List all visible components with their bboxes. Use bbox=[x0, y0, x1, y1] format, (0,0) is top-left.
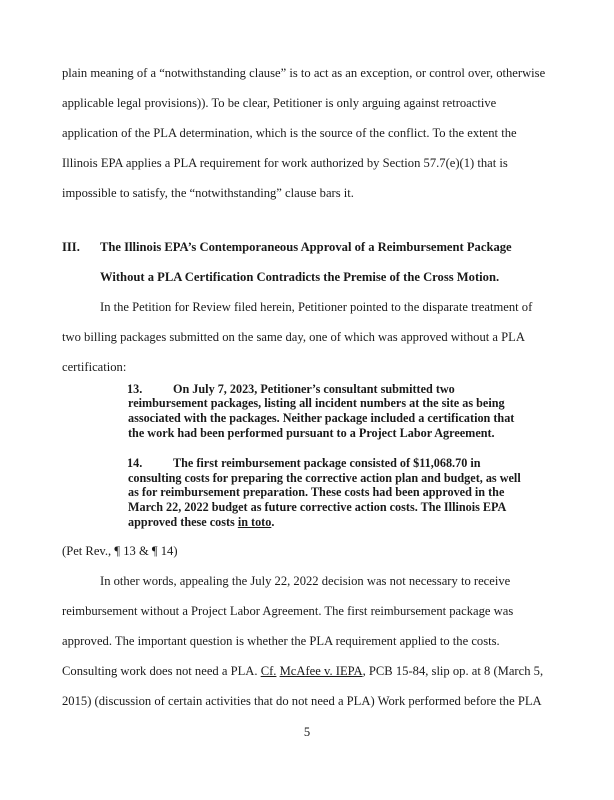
body-line: In the Petition for Review filed herein, Petitioner pointed to the disparate treatment of bbox=[100, 300, 533, 314]
cite-cf: Cf. bbox=[260, 664, 277, 678]
quote-paragraph-14-line: consulting costs for preparing the corrective action plan and budget, as well bbox=[128, 471, 521, 485]
in-toto-underlined: in toto bbox=[237, 515, 272, 529]
quote-number: 14. bbox=[127, 456, 143, 470]
section-title-line-2: Without a PLA Certification Contradicts the Premise of the Cross Motion. bbox=[100, 270, 500, 284]
quote-paragraph-14-line: approved these costs in toto. bbox=[128, 515, 275, 529]
body-line: Consulting work does not need a PLA. Cf. McAfee v. IEPA, PCB 15-84, slip op. at 8 (March 5, bbox=[62, 664, 544, 678]
body-line: certification: bbox=[62, 360, 127, 374]
quote-paragraph-13-line: reimbursement packages, listing all incident numbers at the site as being bbox=[128, 396, 505, 410]
quote-paragraph-14-line: March 22, 2022 budget as future corrective action costs. The Illinois EPA bbox=[128, 500, 507, 514]
body-line: applicable legal provisions)). To be clear, Petitioner is only arguing against retroactive bbox=[62, 96, 497, 110]
body-line: 2015) (discussion of certain activities that do not need a PLA) Work performed before the PLA bbox=[62, 694, 542, 708]
section-title-line-1: The Illinois EPA’s Contemporaneous Approval of a Reimbursement Package bbox=[100, 240, 512, 254]
body-line: approved. The important question is whether the PLA requirement applied to the costs. bbox=[62, 634, 500, 648]
quote-paragraph-14-line: as for reimbursement preparation. These costs had been approved in the bbox=[128, 485, 505, 499]
quote-paragraph-13-line: associated with the packages. Neither package included a certification that bbox=[128, 411, 515, 425]
quote-paragraph-13-line: 13. On July 7, 2023, Petitioner’s consultant submitted two bbox=[127, 382, 455, 396]
body-line: plain meaning of a “notwithstanding clause” is to act as an exception, or control over, otherwise bbox=[62, 66, 546, 80]
body-line: reimbursement without a Project Labor Agreement. The first reimbursement package was bbox=[62, 604, 514, 618]
body-line: In other words, appealing the July 22, 2022 decision was not necessary to receive bbox=[100, 574, 511, 588]
body-line: application of the PLA determination, which is the source of the conflict. To the extent the bbox=[62, 126, 517, 140]
body-line: Illinois EPA applies a PLA requirement for work authorized by Section 57.7(e)(1) that is bbox=[62, 156, 508, 170]
quote-paragraph-13-line: the work had been performed pursuant to a Project Labor Agreement. bbox=[128, 426, 495, 440]
body-line: two billing packages submitted on the same day, one of which was approved without a PLA bbox=[62, 330, 525, 344]
body-line: impossible to satisfy, the “notwithstanding” clause bars it. bbox=[62, 186, 354, 200]
section-number: III. bbox=[62, 240, 80, 254]
quote-number: 13. bbox=[127, 382, 143, 396]
case-name: McAfee v. IEPA bbox=[279, 664, 363, 678]
citation: (Pet Rev., ¶ 13 & ¶ 14) bbox=[62, 544, 178, 558]
quote-paragraph-14-line: 14. The first reimbursement package consisted of $11,068.70 in bbox=[127, 456, 481, 470]
page-number: 5 bbox=[303, 725, 311, 739]
